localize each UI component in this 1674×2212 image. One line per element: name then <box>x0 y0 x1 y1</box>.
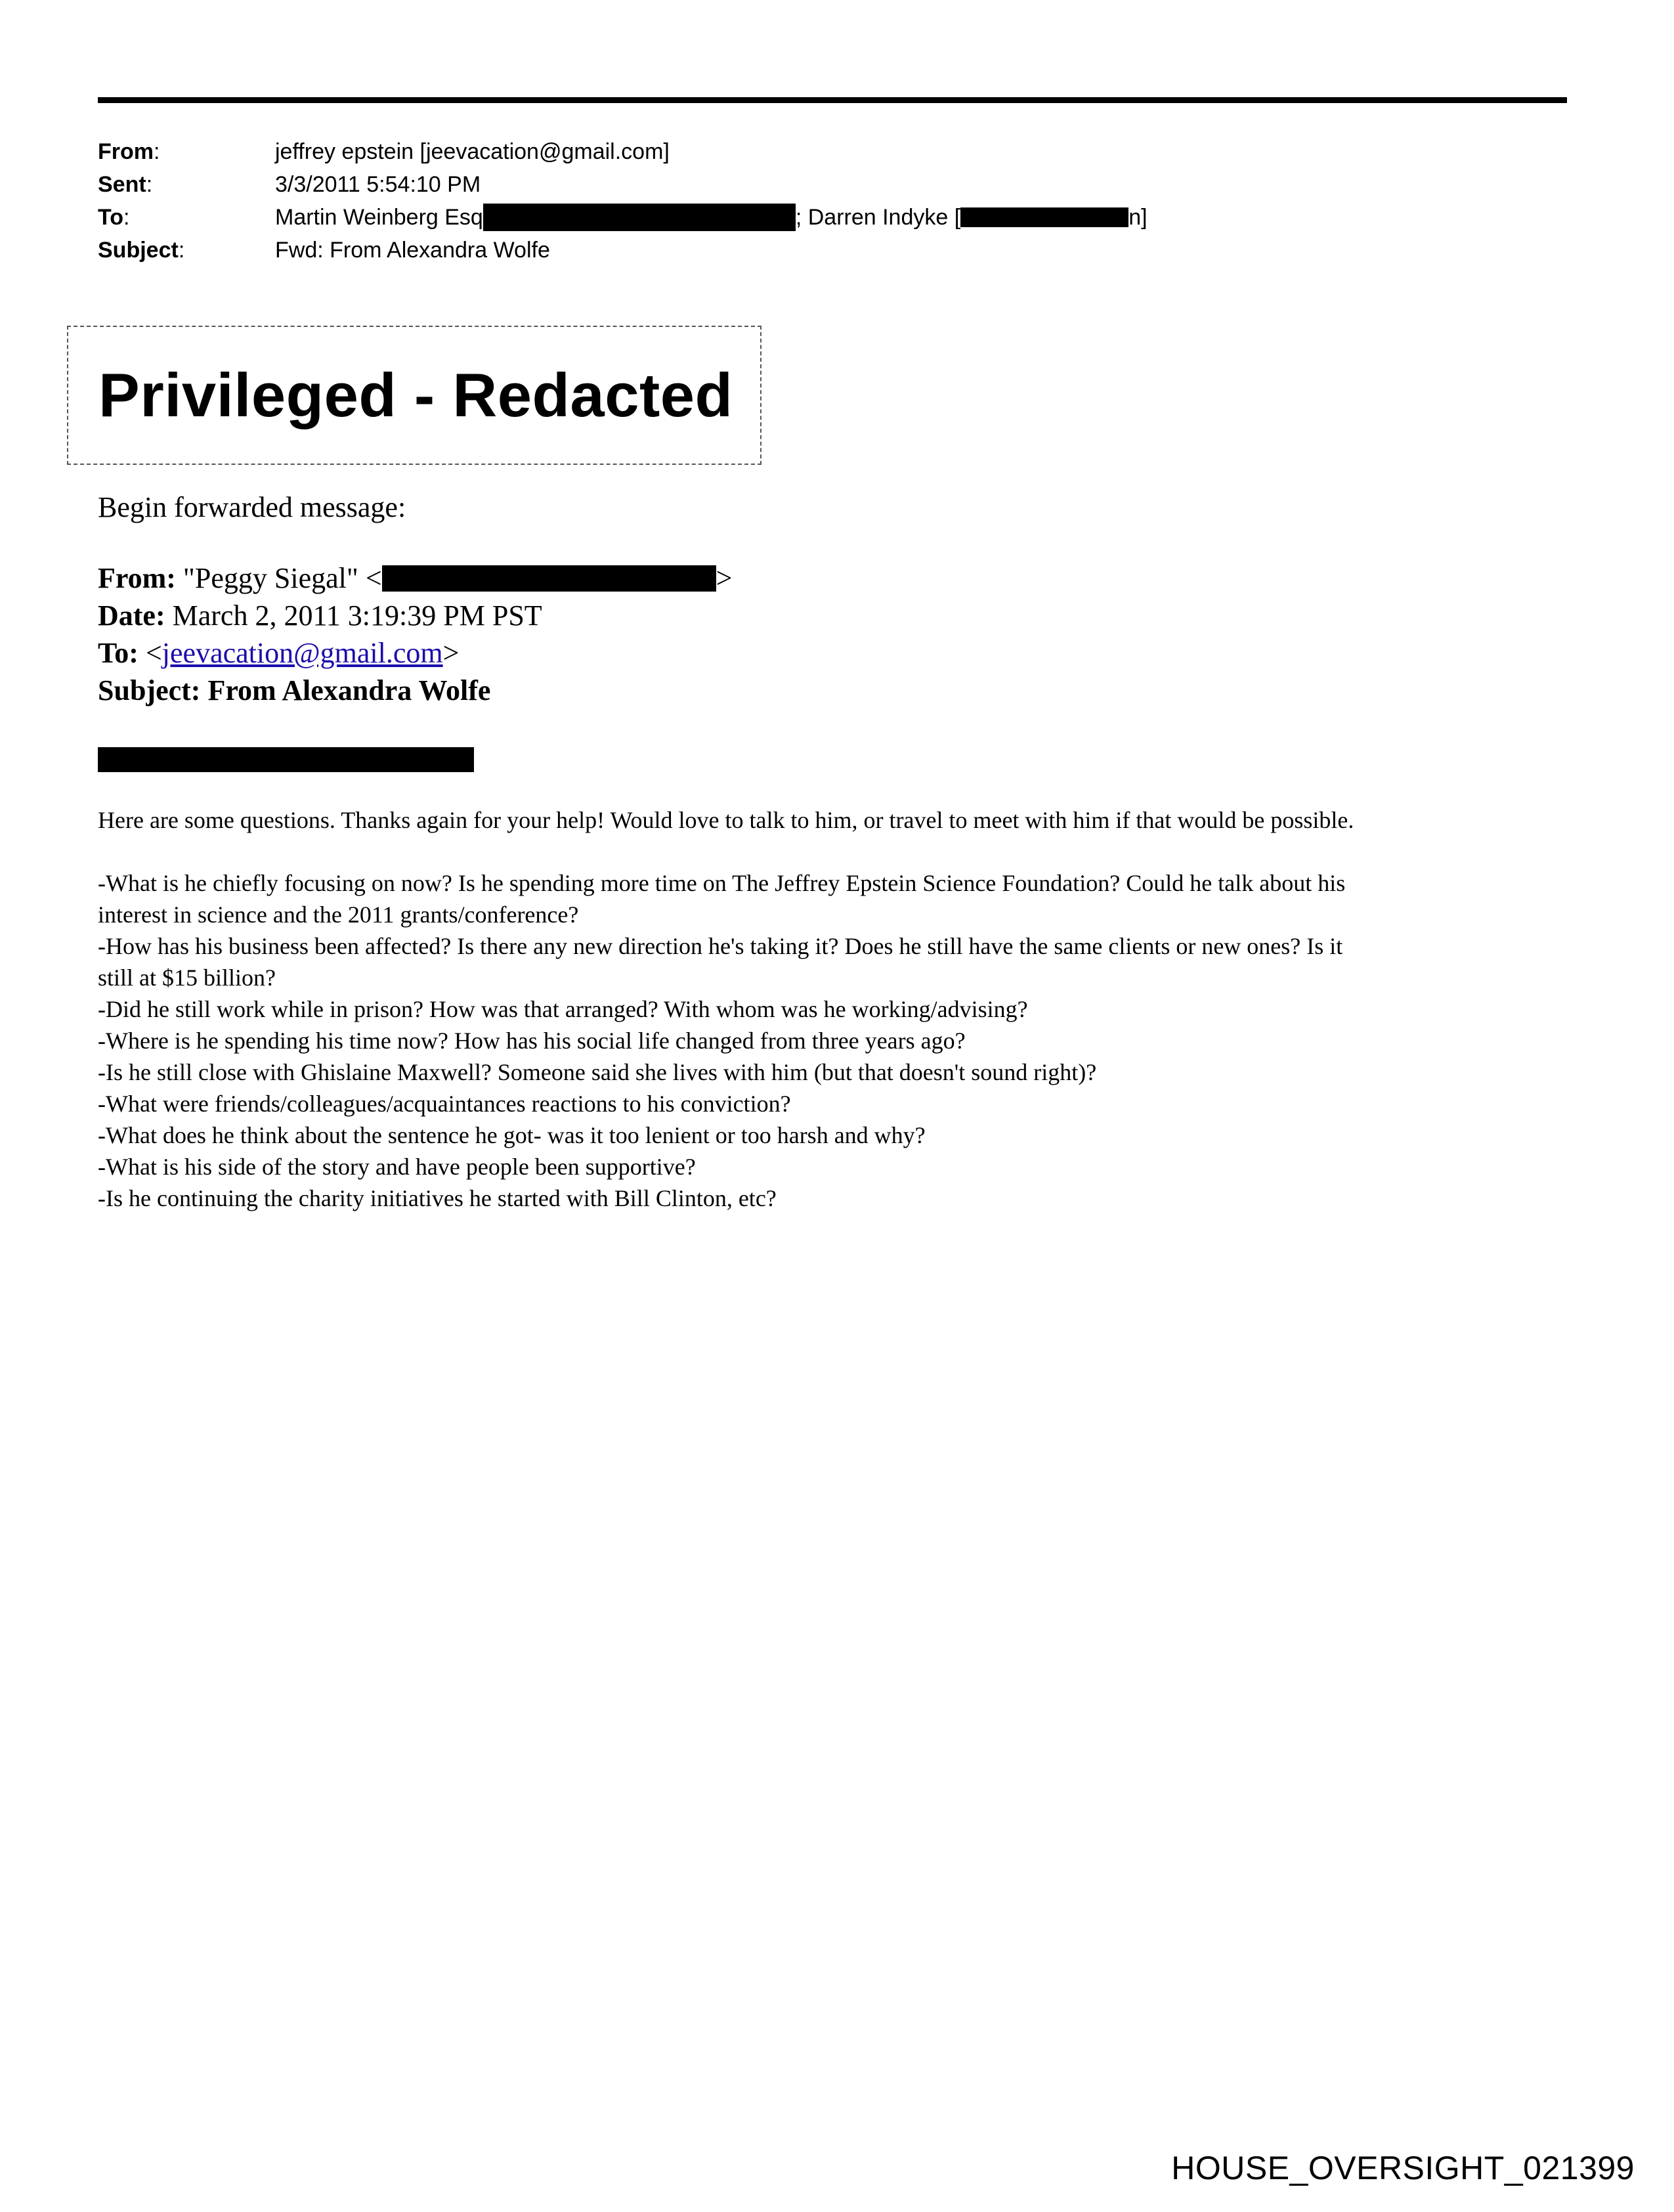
bates-number: HOUSE_OVERSIGHT_021399 <box>1171 2150 1635 2186</box>
redaction-bar <box>960 207 1128 227</box>
sent-value: 3/3/2011 5:54:10 PM <box>275 172 481 197</box>
forwarded-to-email-link[interactable]: jeevacation@gmail.com <box>161 637 443 669</box>
question-line: -Where is he spending his time now? How has his social life changed from three years ago? <box>98 1028 966 1054</box>
question-line: still at $15 billion? <box>98 965 276 991</box>
question-line: -What does he think about the sentence he got- was it too lenient or too harsh and why? <box>98 1122 926 1148</box>
redaction-bar <box>483 204 796 231</box>
to-recipient-2-close: n] <box>1128 205 1148 230</box>
forwarded-subject-value: From Alexandra Wolfe <box>207 674 491 706</box>
question-line: -Did he still work while in prison? How was that arranged? With whom was he working/advising? <box>98 996 1028 1022</box>
header-rule <box>98 97 1567 103</box>
to-recipient-2: ; Darren Indyke [ <box>795 205 961 230</box>
question-line: -Is he continuing the charity initiatives he started with Bill Clinton, etc? <box>98 1185 777 1211</box>
forwarded-to-row: To: < jeevacation@gmail.com > <box>98 634 732 672</box>
to-label: To <box>98 205 124 230</box>
privileged-stamp: Privileged - Redacted <box>98 360 733 429</box>
forwarded-header <box>98 559 732 709</box>
sent-label: Sent <box>98 172 146 197</box>
question-line: interest in science and the 2011 grants/conference? <box>98 901 579 928</box>
header-to-row: To: Martin Weinberg Esq ; Darren Indyke [ n] <box>98 201 1148 234</box>
header-subject-row: Subject: Fwd: From Alexandra Wolfe <box>98 234 1148 267</box>
header-from-row: From: jeffrey epstein [jeevacation@gmail.com] <box>98 135 1148 168</box>
forwarded-subject-label: Subject: <box>98 674 201 706</box>
forwarded-date-row <box>98 597 732 634</box>
forwarded-from-label: From: <box>98 562 176 594</box>
to-recipient-1: Martin Weinberg Esq <box>275 205 483 230</box>
forwarded-from-row: From: "Peggy Siegal" < > <box>98 559 732 597</box>
forwarded-to-label: To: <box>98 637 139 669</box>
header-sent-row: Sent: 3/3/2011 5:54:10 PM <box>98 168 1148 201</box>
forwarded-date-value: March 2, 2011 3:19:39 PM PST <box>172 599 542 632</box>
redaction-bar <box>382 565 716 592</box>
email-header <box>98 135 1148 267</box>
forwarded-from-name: "Peggy Siegal" < <box>182 562 382 594</box>
question-line: -What is his side of the story and have people been supportive? <box>98 1154 696 1180</box>
subject-label: Subject <box>98 238 179 263</box>
forwarded-date-label: Date: <box>98 599 165 632</box>
message-body <box>98 804 1568 1214</box>
body-intro: Here are some questions. Thanks again for your help! Would love to talk to him, or travel to meet with him if that would be possible. <box>98 807 1354 833</box>
subject-value: Fwd: From Alexandra Wolfe <box>275 238 550 263</box>
from-label: From <box>98 139 154 164</box>
question-line: -How has his business been affected? Is there any new direction he's taking it? Does he still have the same clients or new ones? Is it <box>98 933 1343 959</box>
redaction-bar <box>98 747 474 772</box>
question-line: -What is he chiefly focusing on now? Is he spending more time on The Jeffrey Epstein Science Foundation? Could he talk about his <box>98 870 1346 896</box>
forward-intro: Begin forwarded message: <box>98 491 406 523</box>
question-line: -Is he still close with Ghislaine Maxwell? Someone said she lives with him (but that doesn't sound right)? <box>98 1059 1097 1085</box>
from-value: jeffrey epstein [jeevacation@gmail.com] <box>275 139 670 164</box>
forwarded-subject-row <box>98 672 732 709</box>
privileged-stamp-box <box>67 326 762 465</box>
question-line: -What were friends/colleagues/acquaintances reactions to his conviction? <box>98 1091 791 1117</box>
